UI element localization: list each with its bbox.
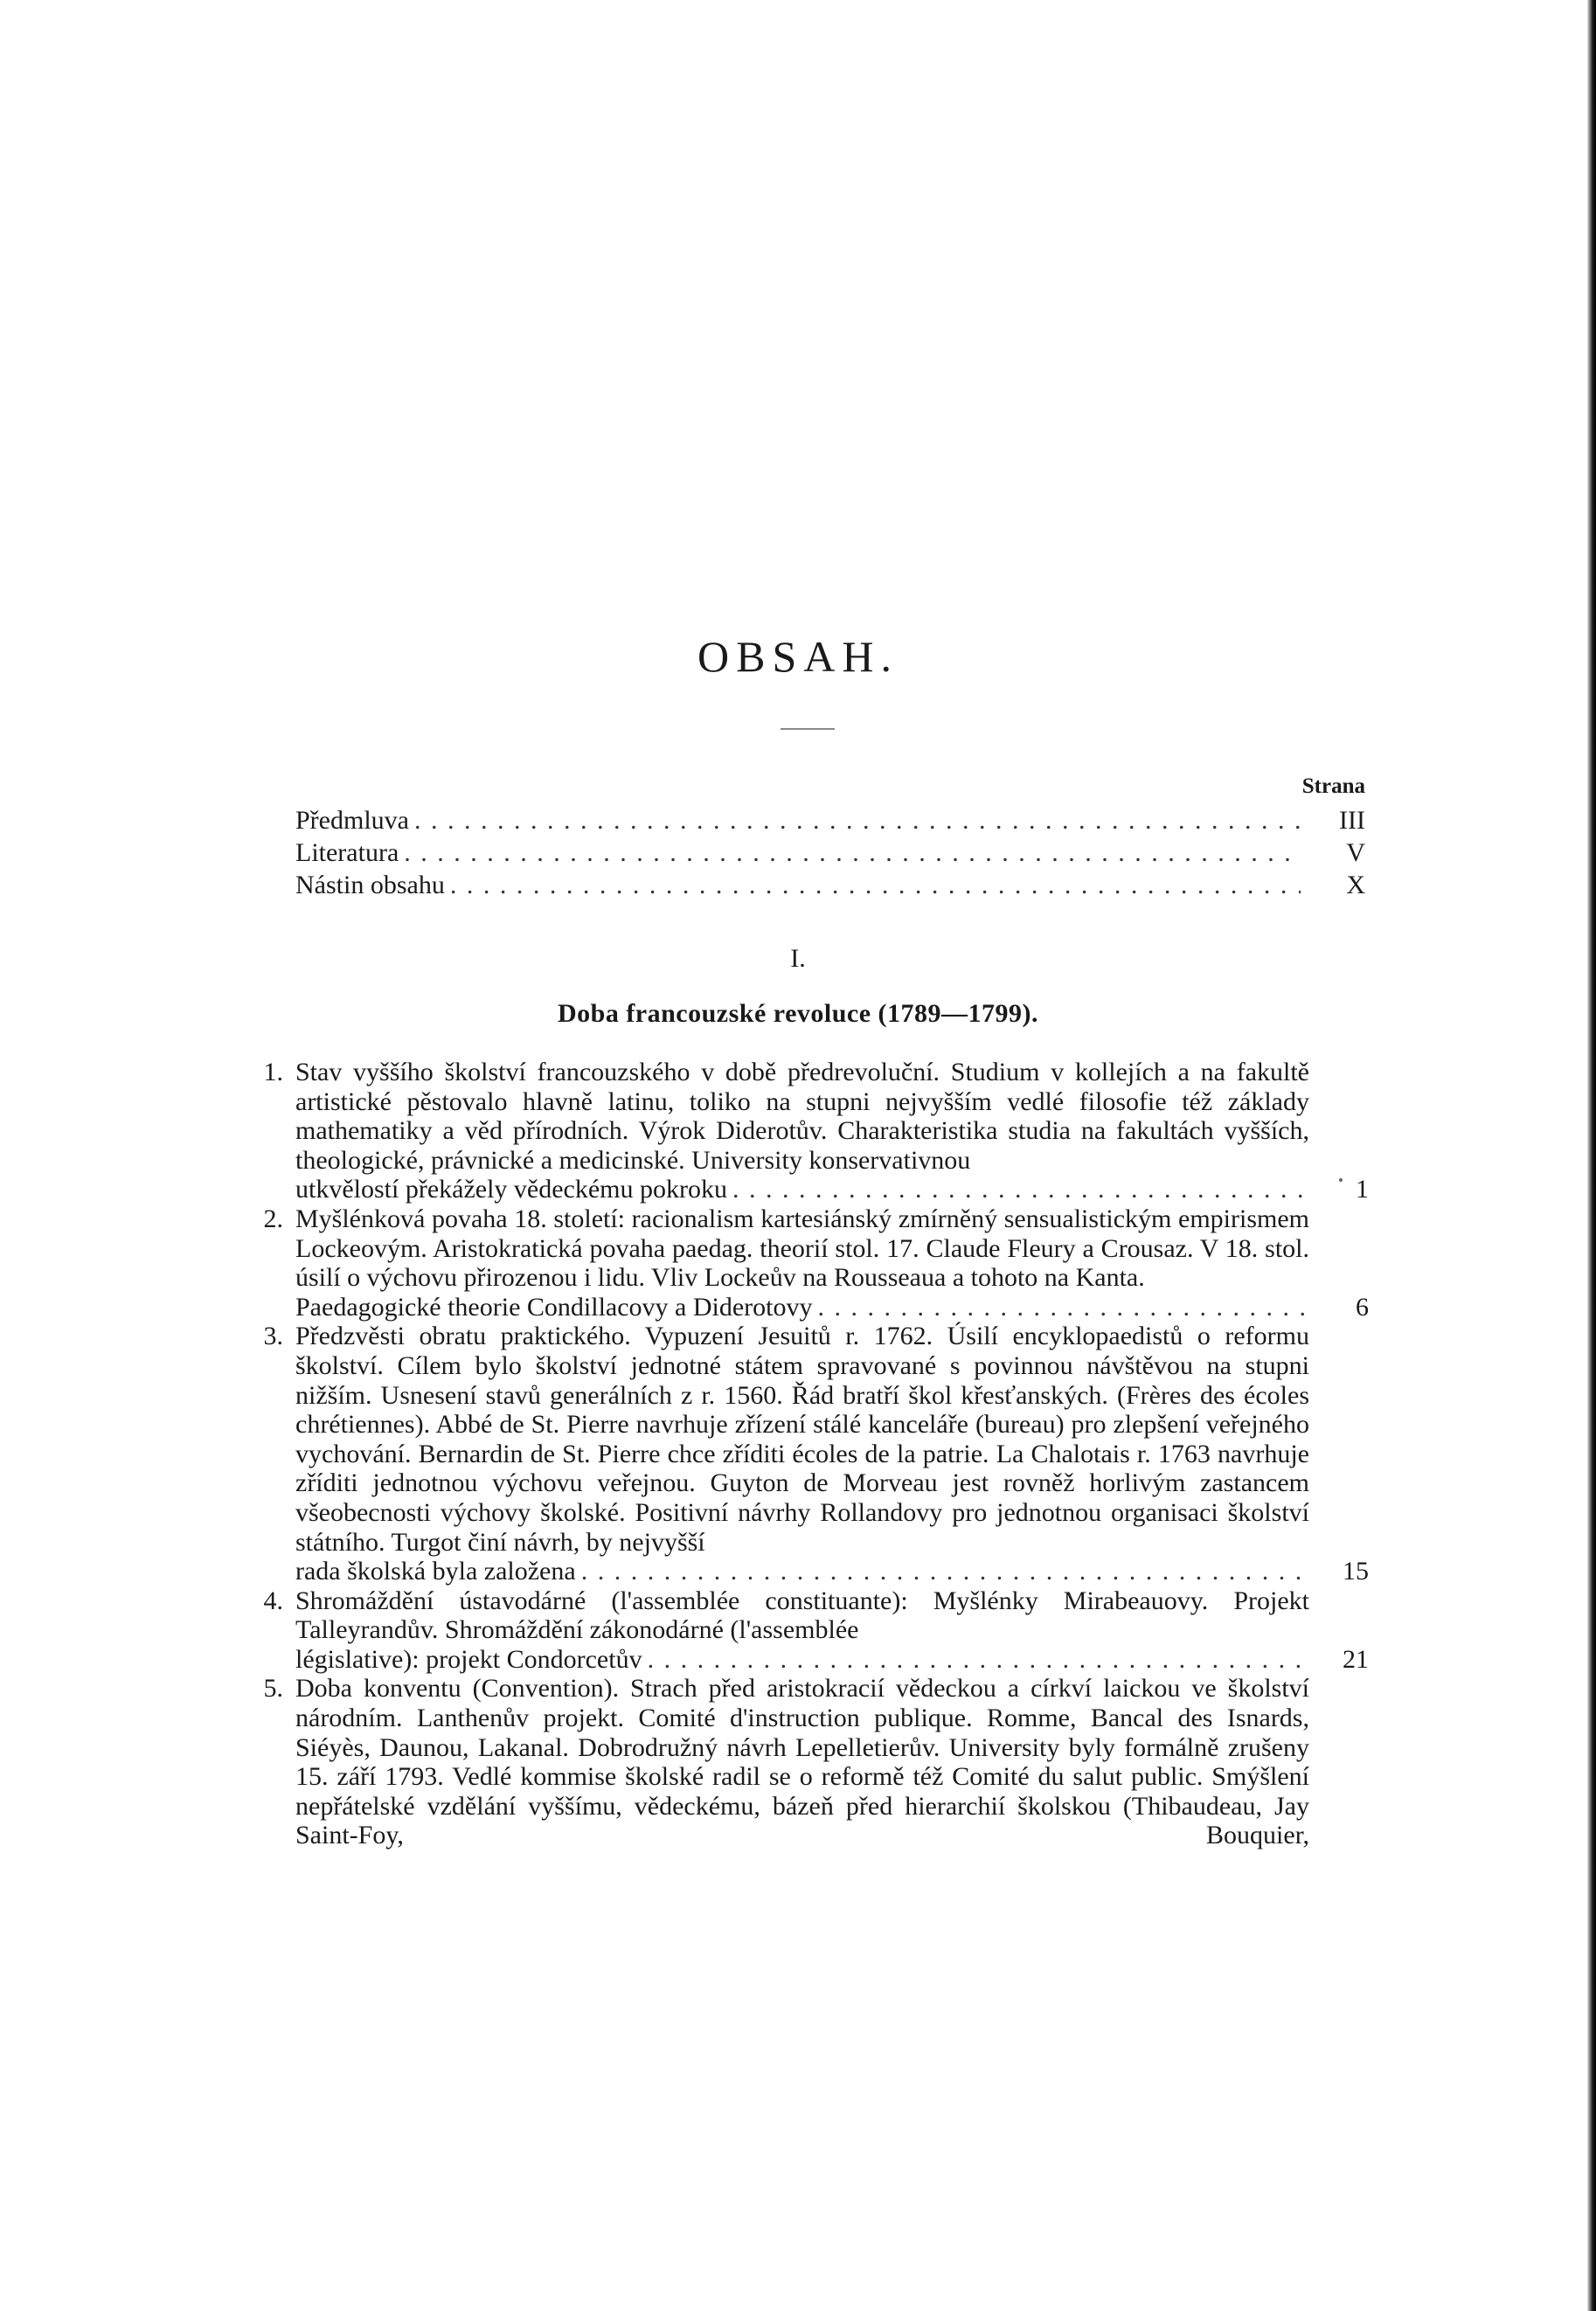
entry-final-text: utkvělostí překážely vědeckému pokroku <box>295 1175 728 1204</box>
entry-number: 4. <box>263 1586 283 1615</box>
entry-final-line <box>295 1293 1369 1322</box>
leader-dots <box>409 804 1301 836</box>
front-matter-row <box>295 804 1365 836</box>
entry-text: Doba konventu (Convention). Strach před aristokracií vědeckou a církví laickou ve školství národním. Lanthenův projekt. Comité d'instruction publique. Romme, Bancal des Isnards, Siéyès, Daunou, Lakanal. Dobrodružný návrh Lepelletierův. University byly formálně zrušeny 15. září 1793. Vedlé kommise školské radil se o reformě též Comité du salut public. Smýšlení nepřátelské vzdělání vyššímu, vědeckému, bázeň před hierarchií školskou (Thibaudeau, Jay Saint-Foy, Bouquier, <box>295 1674 1309 1850</box>
toc-entry <box>245 1322 1369 1586</box>
front-matter-row <box>295 836 1365 869</box>
entry-final-text: Paedagogické theorie Condillacovy a Diderotovy <box>295 1292 813 1322</box>
scan-speck <box>1339 1178 1343 1182</box>
part-number: I. <box>790 944 806 973</box>
entry-final-line <box>295 1645 1369 1675</box>
entry-page-number: 21 <box>1343 1644 1369 1674</box>
front-matter-page: V <box>1346 838 1365 867</box>
entry-number: 1. <box>263 1058 283 1086</box>
toc-entry <box>245 1674 1369 1850</box>
toc-entry <box>245 1586 1369 1675</box>
entry-text: Shromáždění ústavodárné (l'assemblée constituante): Myšlénky Mirabeauovy. Projekt Talleyrandův. Shromáždění zákonodárné (l'assemblée <box>295 1586 1309 1645</box>
front-matter-row <box>295 869 1365 901</box>
leader-dots <box>399 836 1301 869</box>
leader-dots <box>813 1293 1308 1322</box>
section-title: Doba francouzské revoluce (1789—1799). <box>557 999 1039 1028</box>
front-matter-page: X <box>1346 871 1365 899</box>
title-divider <box>781 728 835 730</box>
entry-number: 3. <box>263 1322 283 1351</box>
front-matter-label: Nástin obsahu <box>295 871 445 899</box>
entry-final-line <box>295 1557 1369 1586</box>
leader-dots <box>727 1175 1308 1204</box>
front-matter-label: Předmluva <box>295 806 409 835</box>
front-matter-page: III <box>1339 806 1365 835</box>
entry-number: 5. <box>263 1674 283 1704</box>
page-edge-shadow <box>1587 0 1596 2311</box>
entry-page-number: 15 <box>1343 1557 1369 1586</box>
entry-text: Předzvěsti obratu praktického. Vypuzení Jesuitů r. 1762. Úsilí encyklopaedistů o reformu školství. Cílem bylo školství jednotné státem spravované s povinnou návštěvou na stupni nižším. Usnesení stavů generálních z r. 1560. Řád bratří škol křesťanských. (Frères des écoles chrétiennes). Abbé de St. Pierre navrhuje zřízení stálé kanceláře (bureau) pro zlepšení veřejného vychování. Bernardin de St. Pierre chce zříditi écoles de la patrie. La Chalotais r. 1763 navrhuje zříditi jednotnou výchovu veřejnou. Guyton de Morveau jest rovněž horlivým zastancem všeobecnosti výchovy školské. Positivní návrhy Rollandovy pro jednotnou organisaci školství státního. Turgot činí návrh, by nejvyšší <box>295 1322 1309 1557</box>
entry-text: Myšlénková povaha 18. století: racionalism kartesiánský zmírněný sensualistickým empirismem Lockeovým. Aristokratická povaha paedag. theorií stol. 17. Claude Fleury a Crousaz. V 18. stol. úsilí o výchovu přirozenou i lidu. Vliv Lockeův na Rousseaua a tohoto na Kanta. <box>295 1204 1309 1293</box>
leader-dots <box>642 1645 1308 1675</box>
leader-dots <box>445 869 1301 901</box>
front-matter-label: Literatura <box>295 838 399 867</box>
toc-entry <box>245 1058 1369 1204</box>
toc-entry <box>245 1204 1369 1322</box>
page-column-label: Strana <box>1301 774 1365 798</box>
entry-number: 2. <box>263 1204 283 1233</box>
toc-entries <box>245 1058 1369 1850</box>
entry-final-text: rada školská byla založena <box>295 1557 576 1586</box>
entry-page-number: 6 <box>1356 1292 1369 1322</box>
entry-final-text: législative): projekt Condorcetův <box>295 1644 642 1674</box>
page-title: OBSAH. <box>697 632 899 681</box>
entry-text: Stav vyššího školství francouzského v době předrevoluční. Studium v kollejích a na fakultě artistické pěstovalo hlavně latinu, toliko na stupni nejvyšším vedlé filosofie též základy mathematiky a věd přírodních. Výrok Diderotův. Charakteristika studia na fakultách vyšších, theologické, právnické a medicinské. University konservativnou <box>295 1058 1309 1175</box>
entry-final-line <box>295 1175 1369 1204</box>
leader-dots <box>576 1557 1308 1586</box>
front-matter-list <box>295 804 1365 901</box>
entry-page-number: 1 <box>1356 1175 1369 1204</box>
